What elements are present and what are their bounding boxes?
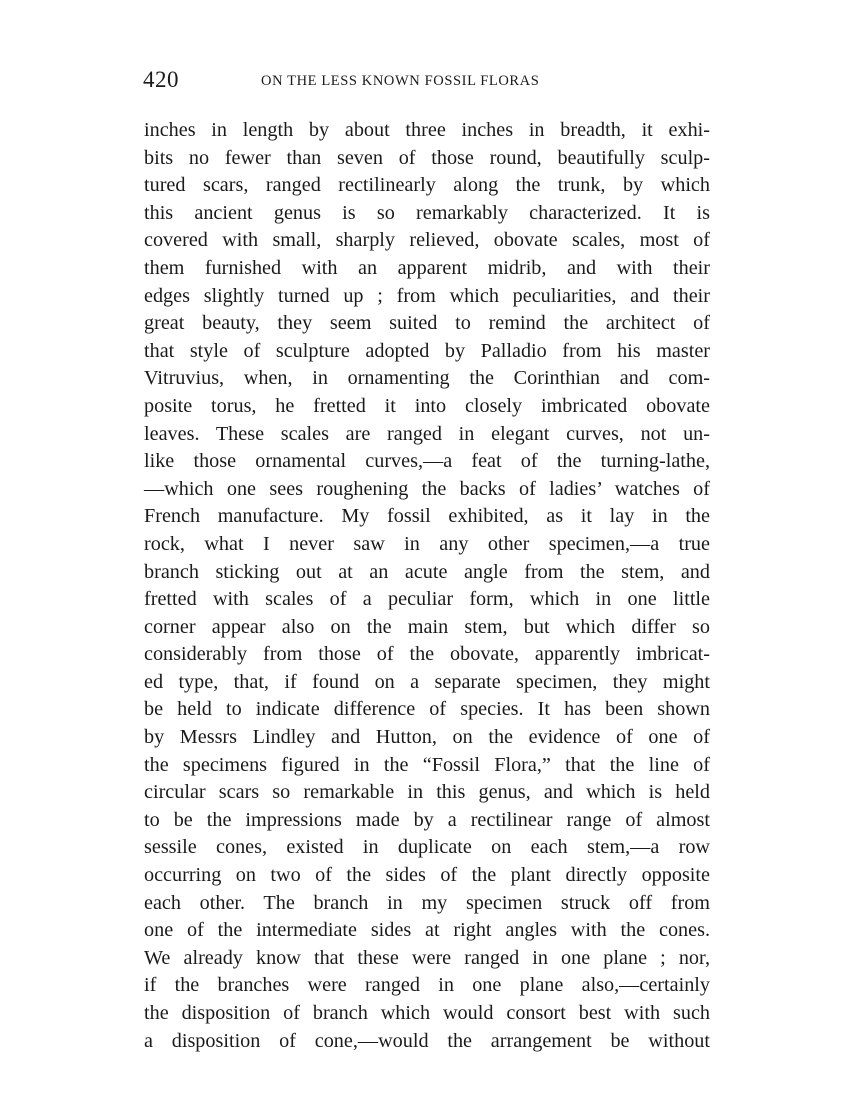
text-line: occurring on two of the sides of the plant directly opposite [144, 864, 710, 887]
text-line: to be the impressions made by a rectilinear range of almost [144, 808, 710, 831]
text-line: like those ornamental curves,—a feat of the turning-lathe, [144, 450, 710, 473]
text-line: them furnished with an apparent midrib, and with their [144, 256, 710, 279]
page-number: 420 [143, 67, 179, 92]
text-line: the disposition of branch which would consort best with such [144, 1002, 710, 1024]
text-line: inches in length by about three inches in breadth, it exhi- [144, 119, 710, 141]
text-line: —which one sees roughening the backs of ladies’ watches of [144, 477, 710, 500]
text-line: that style of sculpture adopted by Palladio from his master [144, 339, 710, 362]
text-line: each other. The branch in my specimen struck off from [144, 891, 710, 914]
text-line: We already know that these were ranged in one plane ; nor, [144, 946, 710, 969]
text-line: edges slightly turned up ; from which peculiarities, and their [144, 284, 710, 307]
text-line: branch sticking out at an acute angle from the stem, and [144, 560, 710, 583]
text-line: tured scars, ranged rectilinearly along the trunk, by which [144, 174, 710, 197]
running-head [143, 66, 710, 96]
text-line: by Messrs Lindley and Hutton, on the evidence of one of [144, 726, 710, 749]
text-line: French manufacture. My fossil exhibited, as it lay in the [144, 505, 710, 528]
text-line: considerably from those of the obovate, apparently imbricat- [144, 643, 710, 666]
text-line: be held to indicate difference of species. It has been shown [144, 698, 710, 721]
text-line: covered with small, sharply relieved, obovate scales, most of [144, 229, 710, 252]
text-line: ed type, that, if found on a separate specimen, they might [144, 670, 710, 693]
text-line: fretted with scales of a peculiar form, which in one little [144, 588, 710, 611]
text-line: posite torus, he fretted it into closely imbricated obovate [144, 394, 710, 417]
text-line: the specimens figured in the “Fossil Flora,” that the line of [144, 753, 710, 776]
body-text [144, 117, 710, 1055]
text-line: if the branches were ranged in one plane also,—certainly [144, 974, 710, 997]
text-line: leaves. These scales are ranged in elegant curves, not un- [144, 422, 710, 445]
text-line: sessile cones, existed in duplicate on each stem,—a row [144, 836, 710, 859]
text-line: bits no fewer than seven of those round, beautifully sculp- [144, 146, 710, 169]
text-line: great beauty, they seem suited to remind the architect of [144, 312, 710, 335]
text-line: one of the intermediate sides at right angles with the cones. [144, 919, 710, 942]
text-line: circular scars so remarkable in this genus, and which is held [144, 781, 710, 804]
text-line: a disposition of cone,—would the arrangement be without [144, 1029, 710, 1052]
running-title: ON THE LESS KNOWN FOSSIL FLORAS [261, 73, 540, 89]
text-line: corner appear also on the main stem, but which differ so [144, 615, 710, 638]
text-line: Vitruvius, when, in ornamenting the Corinthian and com- [144, 367, 710, 390]
text-line: rock, what I never saw in any other specimen,—a true [144, 532, 710, 555]
text-line: this ancient genus is so remarkably characterized. It is [144, 201, 710, 224]
